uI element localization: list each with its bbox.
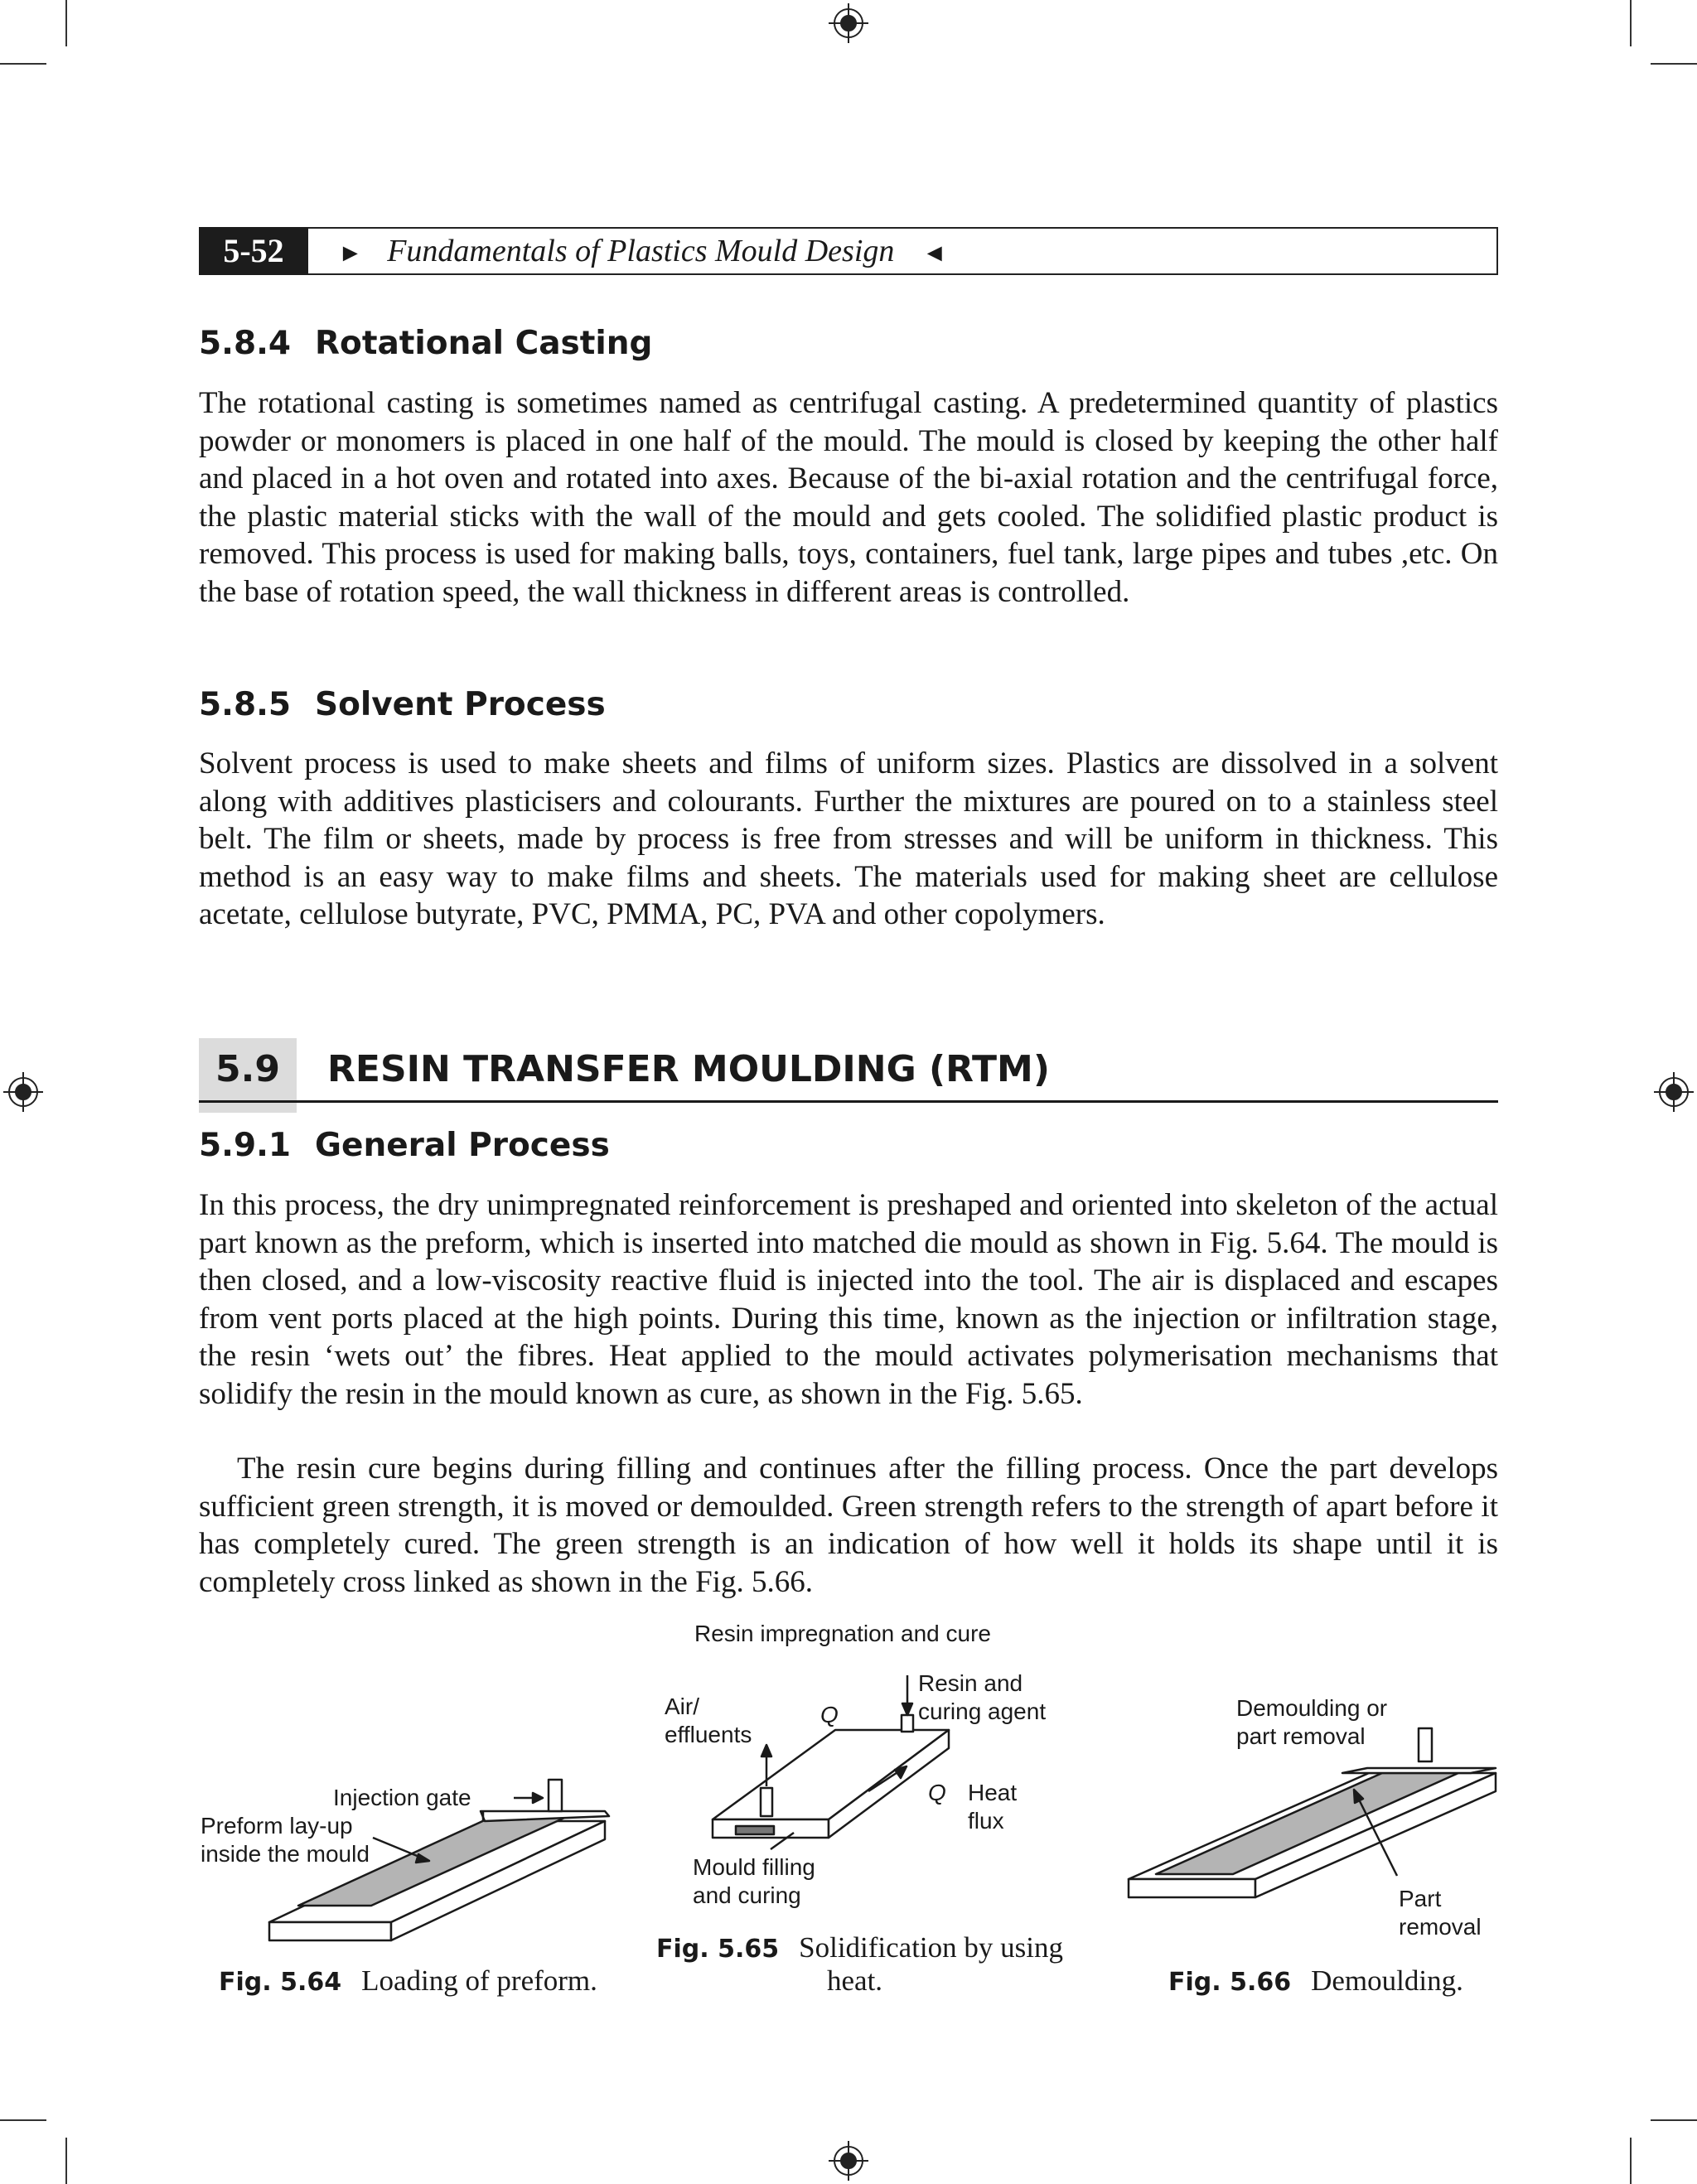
paragraph-general-process-2: The resin cure begins during filling and continues after the filling process. Once the part develops sufficient green strength, it is moved or demoulded. Green strength refers to the strength of apart before it has completely cured. The green strength is an indication of how well it holds its shape until it is completely cross linked as shown in the Fig. 5.66.	[199, 1452, 1498, 1599]
label-preform-1: Preform lay-up	[201, 1813, 353, 1839]
label-heat-2: flux	[968, 1808, 1004, 1834]
label-q-top: Q	[820, 1702, 839, 1727]
arrow-left-icon: ◄	[921, 239, 947, 267]
paragraph-solvent-process: Solvent process is used to make sheets and films of uniform sizes. Plastics are dissolved in a solvent along with additives plasticisers and colourants. Further the mixtures are poured on to a stainless steel belt. The film or sheets, made by process is free from stresses and will be uniform in thickness. This method is an easy way to make films and sheets. The materials used for making sheet are cellulose acetate, cellulose butyrate, PVC, PMMA, PC, PVA and other copolymers.	[199, 747, 1498, 931]
label-preform-2: inside the mould	[201, 1841, 370, 1867]
caption-number: Fig. 5.64	[219, 1968, 342, 1997]
page-number: 5-52	[199, 227, 308, 275]
label-heat-1: Heat	[968, 1780, 1018, 1805]
arrow-right-icon: ►	[338, 239, 363, 267]
label-part-2: removal	[1399, 1914, 1482, 1940]
label-air-1: Air/	[665, 1694, 699, 1719]
label-injection-gate: Injection gate	[333, 1785, 471, 1810]
heading-5-9-1: 5.9.1 General Process	[199, 1127, 610, 1164]
book-title: Fundamentals of Plastics Mould Design	[387, 234, 895, 268]
caption-fig-5-64: Fig. 5.64 Loading of preform.	[219, 1964, 597, 1997]
figure-group-label: Resin impregnation and cure	[694, 1621, 991, 1646]
section-number: 5.9	[215, 1048, 280, 1090]
caption-number: Fig. 5.66	[1168, 1968, 1292, 1997]
label-air-2: effluents	[665, 1722, 752, 1747]
caption-fig-5-66: Fig. 5.66 Demoulding.	[1168, 1964, 1463, 1997]
label-demould-2: part removal	[1236, 1723, 1366, 1749]
caption-fig-5-65-line-2: heat.	[827, 1964, 883, 1997]
label-q-side: Q	[928, 1780, 946, 1805]
paragraph-rotational-casting: The rotational casting is sometimes named as centrifugal casting. A predetermined quantity of plastics powder or monomers is placed in one half of the mould. The mould is closed by keeping the other half and placed in a hot oven and rotated into axes. Because of the bi-axial rotation and the centrifugal force, the plastic material sticks with the wall of the mould and gets cooled. The solidified plastic product is removed. This process is used for making balls, toys, containers, fuel tank, large pipes and tubes ,etc. On the base of rotation speed, the wall thickness in different areas is controlled.	[199, 386, 1498, 609]
heading-5-8-4: 5.8.4 Rotational Casting	[199, 325, 653, 362]
paragraph-general-process-1: In this process, the dry unimpregnated reinforcement is preshaped and oriented into skeleton of the actual part known as the preform, which is inserted into matched die mould as shown in Fig. 5.64. The mould is then closed, and a low-viscosity reactive fluid is injected into the tool. The air is displaced and escapes from vent ports placed at the high points. During this time, known as the injection or infiltration stage, the resin ‘wets out’ the fibres. Heat applied to the mould activates polymerisation mechanisms that solidify the resin in the mould known as cure, as shown in the Fig. 5.65.	[199, 1188, 1498, 1411]
fig-5-66-mould-illustration	[1129, 1728, 1496, 1897]
section-title: RESIN TRANSFER MOULDING (RTM)	[327, 1048, 1050, 1090]
caption-fig-5-65: Fig. 5.65 Solidification by using	[656, 1931, 1064, 1964]
label-demould-1: Demoulding or	[1236, 1695, 1388, 1721]
label-fill-2: and curing	[693, 1882, 801, 1908]
caption-number: Fig. 5.65	[656, 1935, 780, 1964]
label-part-1: Part	[1399, 1886, 1442, 1911]
label-fill-1: Mould filling	[693, 1854, 815, 1880]
heading-5-8-5: 5.8.5 Solvent Process	[199, 686, 606, 723]
label-resin-2: curing agent	[918, 1698, 1047, 1724]
label-resin-1: Resin and	[918, 1670, 1023, 1696]
